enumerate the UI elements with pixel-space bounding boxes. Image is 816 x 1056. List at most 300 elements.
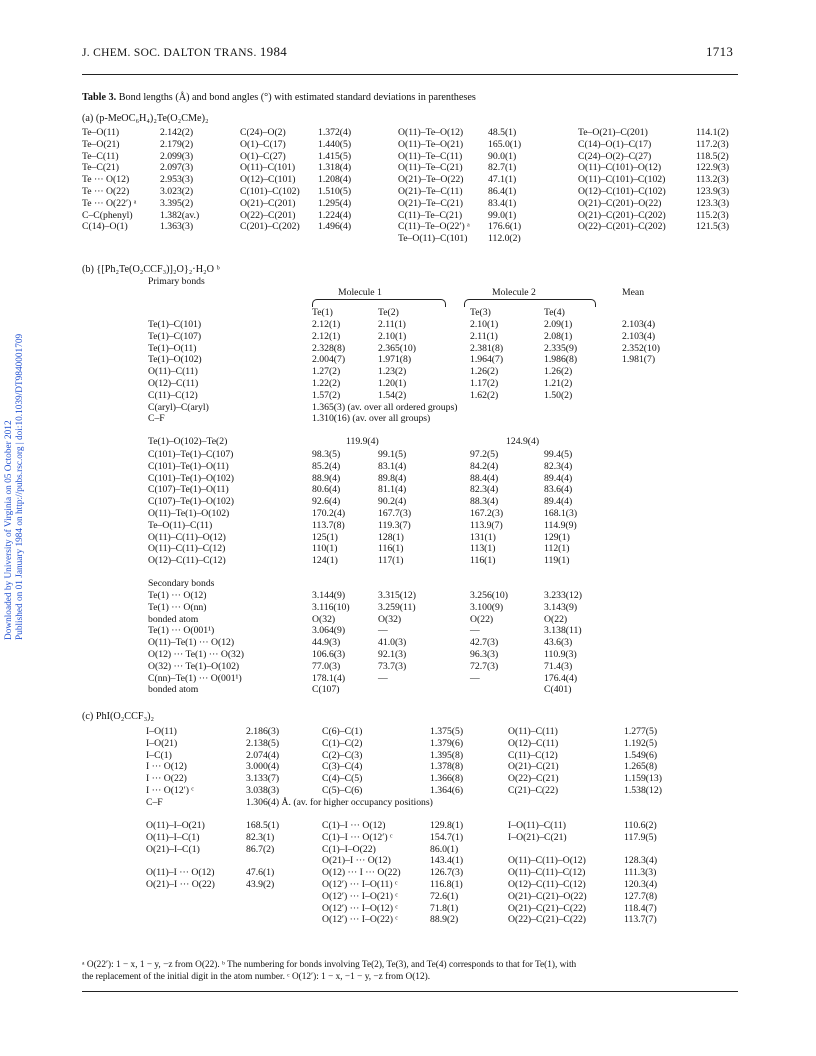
section-c-bond-value: 2.074(4): [246, 749, 280, 761]
section-a-angle-label: C(24)–O(2)–C(27): [578, 150, 652, 162]
section-c-bond-label: I ··· O(12′) ᶜ: [146, 785, 194, 796]
bond-angle-label: O(11)–Te(1)–O(102): [148, 508, 230, 519]
bond-angle-value: 129(1): [544, 531, 570, 543]
section-a-angle-value: 115.2(3): [696, 209, 729, 221]
section-c-bond-value: 1.538(12): [624, 785, 662, 796]
section-c-angle-label: O(21)–I ··· O(12): [322, 855, 391, 867]
section-a-angle-value: 82.7(1): [488, 162, 517, 174]
section-a-bond-label: O(11)–C(101): [240, 162, 296, 174]
section-a-angle-label: O(11)–Te–C(21): [398, 162, 463, 174]
section-a-bond-value: 1.382(av.): [160, 209, 200, 221]
bond-angle-value: 113.9(7): [470, 519, 503, 531]
section-c-angle-label: C(1)–I ··· O(12): [322, 820, 386, 831]
section-c-angle-value: 116.8(1): [430, 879, 463, 890]
section-c-angle-label: O(11)–C(11)–C(12): [508, 867, 586, 879]
section-c-angle-value: 71.8(1): [430, 902, 459, 914]
primary-bond-value: 1.50(2): [544, 389, 573, 401]
bond-angle-value: 113(1): [470, 543, 496, 555]
section-c-angle-label: O(11)–I–O(21): [146, 820, 205, 831]
section-a-angle-value: 118.5(2): [696, 150, 729, 162]
section-c-cf-value: 1.306(4) Å. (av. for higher occupancy positions): [246, 797, 433, 808]
bond-angle-value: 89.4(4): [544, 496, 573, 508]
section-a-bond-value: 2.142(2): [160, 127, 194, 138]
primary-bond-value: 2.10(1): [378, 330, 407, 342]
section-c-angle-value: 86.0(1): [430, 843, 459, 855]
bond-angle-value: 114.9(9): [544, 519, 577, 531]
section-c-bond-label: C(1)–C(2): [322, 737, 363, 749]
section-c-bond-value: 2.138(5): [246, 737, 280, 749]
secondary-bond-label: bonded atom: [148, 613, 199, 625]
section-c-bond-label: C(11)–C(12): [508, 749, 558, 761]
molecule-1-heading: Molecule 1: [338, 287, 382, 298]
section-a-angle-value: 48.5(1): [488, 127, 517, 138]
bond-angle-value: 119.3(7): [378, 519, 411, 531]
section-a-bond-label: C–C(phenyl): [82, 209, 133, 221]
section-a-angle-label: O(11)–Te–C(11): [398, 150, 463, 162]
section-a-angle-label: Te–O(11)–C(101): [398, 233, 468, 245]
section-c-angle-value: 129.8(1): [430, 820, 464, 831]
primary-bond-value: 2.352(10): [622, 342, 660, 354]
mean-heading: Mean: [622, 287, 645, 298]
section-a-bond-value: 1.372(4): [318, 127, 352, 138]
section-c-bond-label: I ··· O(12): [146, 761, 187, 773]
bond-angle-value: 117(1): [378, 555, 404, 567]
secondary-bond-label: bonded atom: [148, 684, 199, 696]
primary-bond-value: 1.21(2): [544, 378, 573, 389]
section-a-bond-value: 1.510(5): [318, 186, 352, 197]
journal-year: 1984: [259, 44, 288, 59]
secondary-bond-label: Te(1) ··· O(001¹): [148, 625, 215, 637]
section-a-angle-label: O(11)–C(101)–O(12): [578, 162, 662, 174]
bond-angle-label: Te–O(11)–C(11): [148, 519, 213, 531]
secondary-bond-value: 44.9(3): [312, 637, 341, 649]
bond-angle-value: 97.2(5): [470, 449, 499, 460]
primary-bond-value: 2.10(1): [470, 319, 499, 330]
aryl-bond-label: C(aryl)–C(aryl): [148, 401, 209, 413]
section-a-angle-label: O(12)–C(101)–C(102): [578, 186, 666, 197]
section-a-bond-label: O(12)–C(101): [240, 174, 296, 186]
secondary-bond-value: O(22): [470, 613, 494, 625]
primary-bond-value: 1.971(8): [378, 354, 412, 366]
aryl-bond-value: 1.365(3) (av. over all ordered groups): [312, 401, 458, 413]
section-a-angle-value: 123.9(3): [696, 186, 730, 197]
section-a-angle-label: O(11)–Te–O(12): [398, 127, 464, 138]
section-a-angle-label: C(14)–O(1)–C(17): [578, 138, 652, 150]
bond-angle-value: 167.2(3): [470, 508, 504, 519]
primary-bond-value: 1.26(2): [470, 366, 499, 378]
section-c-angle-label: O(12) ··· I ··· O(22): [322, 867, 401, 879]
section-c-angle-value: 117.9(5): [624, 831, 657, 843]
secondary-bond-value: 3.064(9): [312, 625, 346, 637]
bond-angle-value: 90.2(4): [378, 496, 407, 508]
primary-bond-value: 2.12(1): [312, 330, 341, 342]
section-c-angle-value: 128.3(4): [624, 855, 658, 867]
primary-bond-value: 2.103(4): [622, 319, 656, 330]
primary-bond-value: 2.335(9): [544, 342, 578, 354]
primary-bond-value: 2.365(10): [378, 342, 416, 354]
section-a-angle-value: 113.2(3): [696, 174, 729, 186]
section-c-cf-label: C–F: [146, 797, 163, 808]
section-c-angle-value: 143.4(1): [430, 855, 464, 867]
bond-angle-value: 170.2(4): [312, 508, 346, 519]
secondary-bond-value: 43.6(3): [544, 637, 573, 649]
footnote-line-1: ᵃ O(22′): 1 − x, 1 − y, −z from O(22). ᵇ The numbering for bonds involving Te(2), Te(3), and Te(4) corresponds to that for Te(1), with: [82, 960, 577, 970]
bond-angle-label: C(101)–Te(1)–O(11): [148, 460, 229, 472]
bond-angle-value: 128(1): [378, 531, 404, 543]
section-c-bond-value: 1.375(5): [430, 726, 464, 737]
section-c-bond-label: C(2)–C(3): [322, 749, 363, 761]
secondary-bond-value: O(22): [544, 613, 568, 625]
section-a-bond-label: Te–O(11): [82, 127, 120, 138]
section-c-angle-value: 111.3(3): [624, 867, 657, 879]
secondary-bond-value: 71.4(3): [544, 660, 573, 672]
secondary-bond-value: 110.9(3): [544, 649, 577, 660]
primary-bond-value: 2.11(1): [378, 319, 406, 330]
section-a-bond-value: 1.363(3): [160, 221, 194, 233]
primary-bond-value: 1.17(2): [470, 378, 499, 389]
primary-bond-value: 2.09(1): [544, 319, 573, 330]
section-c-bond-label: C(21)–C(22): [508, 785, 559, 796]
section-c-bond-value: 1.364(6): [430, 785, 464, 796]
journal-page: J. CHEM. SOC. DALTON TRANS. 1984 1713 Downloaded by University of Virginia on 05 October 2012 Published on 01 January 1984 on http://pubs.rsc.org | doi:10.1039/DT9840001709 Table 3. Bond lengths (Å) and bond angles (°) with estimated standard deviations in parentheses (a) (p-MeOC₆H₄)₂Te(O₂CMe)₂ Te–O(11) 2.142(2) C(24)–O(2) 1.372(4) O(11)–Te–O(12) 48.5(1) Te–O(21)–C(201) 114.1(2) Te–O(21) 2.179(2) O(1)–C(17) 1.440(5) O(11)–Te–O(21) 165.0(1) C(14)–O(1)–C(17) 117.2(3) Te–C(11) 2.099(3) O(1)–C(27) 1.415(5) O(11)–Te–C(11) 90.0(1) C(24)–O(2)–C(27) 118.5(2) Te–C(21) 2.097(3) O(11)–C(101) 1.318(4) O(11)–Te–C(21) 82.7(1) O(11)–C(101)–O(12) 122.9(3) Te ··· O(12) 2.953(3) O(12)–C(101) 1.208(4) O(21)–Te–O(22) 47.1(1) O(11)–C(101)–C(102) 113.2(3) Te ··· O(22) 3.023(2) C(101)–C(102) 1.510(5) O(21)–Te–C(11) 86.4(1) O(12)–C(101)–C(102) 123.9(3) Te ··· O(22′) ᵃ 3.395(2) O(21)–C(201) 1.295(4) O(21)–Te–C(21) 83.4(1) O(21)–C(201)–O(22) 123.3(3) C–C(phenyl) 1.382(av.) O(22)–C(201) 1.224(4) C(11)–Te–C(21) 99.0(1) O(21)–C(201)–C(202) 115.2(3) C(14)–O(1) 1.363(3) C(201)–C(202) 1.496(4) C(11)–Te–O(22′) ᵃ 176.6(1) O(22)–C(201)–C(202) 121.5(3) Te–O(11)–C(101) 112.0(2) (b) {[Ph₂Te(O₂CCF₃)]₂O}₂·H₂O ᵇ Primary bonds Molecule 1 Molecule 2 Mean Te(1) Te(2) Te(3) Te(4) Te(1)–C(101) 2.12(1) 2.11(1) 2.10(1) 2.09(1) 2.103(4) Te(1)–C(107) 2.12(1) 2.10(1) 2.11(1) 2.08(1) 2.103(4) Te(1)–O(11) 2.328(8) 2.365(10) 2.381(8) 2.335(9) 2.352(10) Te(1)–O(102) 2.004(7) 1.971(8) 1.964(7) 1.986(8) 1.981(7) O(11)–C(11) 1.27(2) 1.23(2) 1.26(2) 1.26(2) O(12)–C(11) 1.22(2) 1.20(1) 1.17(2) 1.21(2) C(11)–C(12) 1.57(2) 1.54(2) 1.62(2) 1.50(2) C(aryl)–C(aryl) 1.365(3) (av. over all ordered groups) C–F 1.310(16) (av. over all groups) Te(1)–O(102)–Te(2) 119.9(4) 124.9(4) C(101)–Te(1)–C(107) 98.3(5) 99.1(5) 97.2(5) 99.4(5) C(101)–Te(1)–O(11) 85.2(4) 83.1(4) 84.2(4) 82.3(4) C(101)–Te(1)–O(102) 88.9(4) 89.8(4) 88.4(4) 89.4(4) C(107)–Te(1)–O(11) 80.6(4) 81.1(4) 82.3(4) 83.6(4) C(107)–Te(1)–O(102) 92.6(4) 90.2(4) 88.3(4) 89.4(4) O(11)–Te(1)–O(102) 170.2(4) 167.7(3) 167.2(3) 168.1(3) Te–O(11)–C(11) 113.7(8) 119.3(7) 113.9(7) 114.9(9) O(11)–C(11)–O(12) 125(1) 128(1) 131(1) 129(1) O(11)–C(11)–C(12) 110(1) 116(1) 113(1) 112(1) O(12)–C(11)–C(12) 124(1) 117(1) 116(1) 119(1) Secondary bonds Te(1) ··· O(12) 3.144(9) 3.315(12) 3.256(10) 3.233(12) Te(1) ··· O(nn) 3.116(10) 3.259(11) 3.100(9) 3.143(9) bonded atom O(32) O(32) O(22) O(22) Te(1) ··· O(001¹) 3.064(9) — — 3.138(11) O(11)–Te(1) ··· O(12) 44.9(3) 41.0(3) 42.7(3) 43.6(3) O(12) ··· Te(1) ··· O(32) 106.6(3) 92.1(3) 96.3(3) 110.9(3) O(32) ··· Te(1)–O(102) 77.0(3) 73.7(3) 72.7(3) 71.4(3) C(nn)–Te(1) ··· O(001¹) 178.1(4) — — 176.4(4) bonded atom C(107) C(401) (c) PhI(O₂CCF₃)₂ I–O(11) 2.186(3) C(6)–C(1) 1.375(5) O(11)–C(11) 1.277(5) I–O(21) 2.138(5) C(1)–C(2) 1.379(6) O(12)–C(11) 1.192(5) I–C(1) 2.074(4) C(2)–C(3) 1.395(8) C(11)–C(12) 1.549(6) I ··· O(12) 3.000(4) C(3)–C(4) 1.378(8) O(21)–C(21) 1.265(8) I ··· O(22) 3.133(7) C(4)–C(5) 1.366(8) O(22)–C(21) 1.159(13) I ··· O(12′) ᶜ 3.038(3) C(5)–C(6) 1.364(6) C(21)–C(22) 1.538(12) C–F 1.306(4) Å. (av. for higher occupancy positions) O(11)–I–O(21) 168.5(1) O(11)–I–C(1) 82.3(1) O(21)–I–C(1) 86.7(2) O(11)–I ··· O(12) 47.6(1) O(21)–I ··· O(22) 43.9(2) C(1)–I ··· O(12) 129.8(1) C(1)–I ··· O(12′) ᶜ 154.7(1) C(1)–I–O(22) 86.0(1) O(21)–I ··· O(12) 143.4(1) O(12) ··· I ··· O(22) 126.7(3) O(12′) ··· I–O(11) ᶜ 116.8(1) O(12′) ··· I–O(21) ᶜ 72.6(1) O(12′) ··· I–O(12) ᶜ 71.8(1) O(12′) ··· I–O(22) ᶜ 88.9(2) I–O(11)–C(11) 110.6(2) I–O(21)–C(21) 117.9(5) O(11)–C(11)–O(12) 128.3(4) O(11)–C(11)–C(12) 111.3(3) O(12)–C(11)–C(12) 120.3(4) O(21)–C(21)–O(22) 127.7(8) O(21)–C(21)–C(22) 118.4(7) O(22)–C(21)–C(22) 113.7(7) ᵃ O(22′): 1 − x, 1 − y, −z from O(22). ᵇ The numbering for bonds involving Te(2), Te(3), and Te(4) corresponds to that for Te(1), with the replacement of the initial digit in the atom number. ᶜ O(12′): 1 − x, −1 − y, −z from O(12).: [0, 0, 816, 1056]
section-c-angle-label: O(12′) ··· I–O(12) ᶜ: [322, 902, 398, 914]
section-c-angle-label: O(11)–I–C(1): [146, 831, 200, 843]
section-c-angle-value: 82.3(1): [246, 831, 275, 843]
section-a-bond-value: 1.496(4): [318, 221, 352, 233]
section-a-bond-label: C(201)–C(202): [240, 221, 300, 233]
page-number: 1713: [706, 44, 734, 59]
section-c-angle-value: 43.9(2): [246, 879, 275, 890]
secondary-bond-value: 3.315(12): [378, 590, 416, 601]
section-a-bond-label: Te–C(21): [82, 162, 119, 174]
bond-angle-value: 85.2(4): [312, 460, 341, 472]
primary-bond-value: 2.381(8): [470, 342, 504, 354]
section-a-bond-value: 2.099(3): [160, 150, 194, 162]
section-c-bond-label: O(11)–C(11): [508, 726, 558, 737]
secondary-bond-value: 3.233(12): [544, 590, 582, 601]
bond-angle-value: 80.6(4): [312, 484, 341, 496]
primary-bond-value: 2.12(1): [312, 319, 341, 330]
section-c-angle-value: 127.7(8): [624, 890, 658, 902]
secondary-bond-value: C(401): [544, 684, 572, 696]
primary-bond-value: 2.11(1): [470, 330, 498, 342]
footnote-line-2: the replacement of the initial digit in the atom number. ᶜ O(12′): 1 − x, −1 − y, −z from O(12).: [82, 972, 431, 982]
primary-bond-value: 1.54(2): [378, 389, 407, 401]
section-c-bond-value: 1.378(8): [430, 761, 464, 773]
bridge-angle-label: Te(1)–O(102)–Te(2): [148, 436, 228, 447]
secondary-bond-value: O(32): [378, 613, 402, 625]
bond-angle-label: O(11)–C(11)–O(12): [148, 531, 226, 543]
bond-angle-value: 113.7(8): [312, 519, 345, 531]
section-c-angle-value: 118.4(7): [624, 902, 657, 914]
section-a-angle-value: 122.9(3): [696, 162, 730, 174]
primary-bond-label: Te(1)–C(101): [148, 319, 202, 330]
bond-angle-label: O(12)–C(11)–C(12): [148, 555, 226, 567]
bond-angle-label: C(107)–Te(1)–O(11): [148, 484, 229, 496]
section-a-angle-value: 123.3(3): [696, 197, 730, 209]
section-c-bond-label: O(21)–C(21): [508, 761, 559, 773]
bond-angle-value: 116(1): [378, 543, 404, 555]
secondary-bond-label: O(32) ··· Te(1)–O(102): [148, 660, 240, 672]
section-b-title: (b) {[Ph₂Te(O₂CCF₃)]₂O}₂·H₂O ᵇ: [82, 264, 220, 275]
section-a-angle-value: 86.4(1): [488, 186, 517, 197]
section-a-bond-value: 3.395(2): [160, 197, 194, 209]
primary-bond-value: 1.23(2): [378, 366, 407, 378]
section-a-angle-value: 176.6(1): [488, 221, 522, 233]
section-c-angle-label: O(11)–C(11)–O(12): [508, 855, 586, 867]
bond-angle-value: 89.8(4): [378, 472, 407, 484]
primary-bond-value: 1.964(7): [470, 354, 504, 366]
section-a-angle-value: 90.0(1): [488, 150, 517, 162]
section-c-bond-label: I ··· O(22): [146, 773, 187, 785]
section-c-bond-label: I–O(21): [146, 737, 178, 749]
secondary-bond-label: Te(1) ··· O(12): [148, 590, 207, 601]
table-label: Table 3.: [82, 92, 117, 103]
section-a-bond-value: 3.023(2): [160, 186, 194, 197]
section-c-bond-label: C(6)–C(1): [322, 726, 363, 737]
primary-bond-value: 2.08(1): [544, 330, 573, 342]
section-a-angle-value: 47.1(1): [488, 174, 517, 186]
secondary-bond-value: 73.7(3): [378, 660, 407, 672]
section-a-angle-value: 83.4(1): [488, 197, 517, 209]
secondary-bond-value: —: [470, 672, 480, 684]
section-a-bond-label: O(1)–C(27): [240, 150, 286, 162]
bond-angle-value: 83.1(4): [378, 460, 407, 472]
section-c-angle-value: 113.7(7): [624, 914, 657, 926]
bond-angle-label: C(101)–Te(1)–C(107): [148, 449, 234, 460]
bond-angle-label: O(11)–C(11)–C(12): [148, 543, 226, 555]
primary-bond-value: 1.986(8): [544, 354, 578, 366]
running-header: [82, 44, 287, 60]
section-a-bond-label: Te ··· O(12): [82, 174, 130, 186]
secondary-bond-value: 106.6(3): [312, 649, 346, 660]
section-c-angle-value: 120.3(4): [624, 879, 658, 890]
section-a-angle-label: O(11)–Te–O(21): [398, 138, 464, 150]
secondary-bond-value: 77.0(3): [312, 660, 341, 672]
bond-angle-value: 131(1): [470, 531, 496, 543]
bond-angle-value: 99.4(5): [544, 449, 573, 460]
bond-angle-label: C(107)–Te(1)–O(102): [148, 496, 234, 508]
section-c-bond-value: 1.277(5): [624, 726, 658, 737]
bond-angle-value: 81.1(4): [378, 484, 407, 496]
section-a-bond-label: Te ··· O(22′) ᵃ: [82, 197, 137, 209]
section-c-angle-value: 168.5(1): [246, 820, 280, 831]
bond-angle-label: C(101)–Te(1)–O(102): [148, 472, 234, 484]
section-c-bond-value: 3.133(7): [246, 773, 280, 785]
primary-bond-value: 1.57(2): [312, 389, 341, 401]
section-c-bond-value: 1.549(6): [624, 749, 658, 761]
section-c-bond-value: 1.192(5): [624, 737, 658, 749]
primary-bond-value: 1.20(1): [378, 378, 407, 389]
primary-bond-value: 1.22(2): [312, 378, 341, 389]
bond-angle-value: 116(1): [470, 555, 496, 567]
section-a-angle-value: 99.0(1): [488, 209, 517, 221]
primary-bond-value: 1.62(2): [470, 389, 499, 401]
section-a-bond-label: O(22)–C(201): [240, 209, 296, 221]
section-a-angle-label: O(11)–C(101)–C(102): [578, 174, 666, 186]
section-c-bond-label: C(5)–C(6): [322, 785, 363, 796]
tellurium-column-3: Te(3): [470, 307, 491, 318]
section-c-angle-label: O(21)–I–C(1): [146, 843, 200, 855]
table-caption-text: Bond lengths (Å) and bond angles (°) with estimated standard deviations in parentheses: [118, 92, 476, 103]
primary-bond-value: 2.103(4): [622, 330, 656, 342]
section-a-angle-value: 114.1(2): [696, 127, 729, 138]
section-a-bond-label: C(101)–C(102): [240, 186, 300, 197]
section-a-bond-label: Te–C(11): [82, 150, 119, 162]
primary-bond-label: Te(1)–O(11): [148, 342, 197, 354]
section-c-angle-label: O(12)–C(11)–C(12): [508, 879, 586, 890]
secondary-bond-value: 3.256(10): [470, 590, 508, 601]
secondary-bond-value: 3.100(9): [470, 601, 504, 613]
section-c-bond-value: 1.379(6): [430, 737, 464, 749]
primary-bond-label: Te(1)–C(107): [148, 330, 202, 342]
bond-angle-value: 92.6(4): [312, 496, 341, 508]
section-a-angle-label: Te–O(21)–C(201): [578, 127, 648, 138]
primary-bond-label: C(11)–C(12): [148, 389, 198, 401]
section-c-angle-label: O(21)–C(21)–C(22): [508, 902, 587, 914]
section-a-angle-label: O(22)–C(201)–C(202): [578, 221, 666, 233]
secondary-bonds-label: Secondary bonds: [148, 578, 215, 589]
bond-angle-value: 110(1): [312, 543, 338, 555]
section-c-bond-value: 3.000(4): [246, 761, 280, 773]
section-c-bond-label: O(12)–C(11): [508, 737, 559, 749]
section-c-bond-value: 1.395(8): [430, 749, 464, 761]
section-a-title: (a) (p-MeOC₆H₄)₂Te(O₂CMe)₂: [82, 113, 209, 124]
section-a-bond-value: 1.208(4): [318, 174, 352, 186]
section-c-angle-label: C(1)–I–O(22): [322, 843, 376, 855]
bond-angle-value: 82.3(4): [544, 460, 573, 472]
section-a-bond-label: C(14)–O(1): [82, 221, 128, 233]
bond-angle-value: 167.7(3): [378, 508, 412, 519]
section-a-bond-label: C(24)–O(2): [240, 127, 286, 138]
table-caption: [82, 92, 476, 103]
secondary-bond-value: —: [470, 625, 480, 637]
section-a-bond-label: O(1)–C(17): [240, 138, 286, 150]
primary-bond-value: 2.004(7): [312, 354, 346, 366]
section-c-bond-label: O(22)–C(21): [508, 773, 559, 785]
secondary-bond-value: 96.3(3): [470, 649, 499, 660]
section-c-angle-value: 72.6(1): [430, 890, 459, 902]
section-c-angle-label: C(1)–I ··· O(12′) ᶜ: [322, 831, 393, 843]
section-c-title: (c) PhI(O₂CCF₃)₂: [82, 711, 155, 722]
section-a-angle-value: 121.5(3): [696, 221, 730, 233]
section-a-angle-label: O(21)–C(201)–C(202): [578, 209, 666, 221]
section-a-angle-label: O(21)–Te–O(22): [398, 174, 464, 186]
section-c-angle-value: 88.9(2): [430, 914, 459, 926]
section-c-bond-value: 1.159(13): [624, 773, 662, 785]
secondary-bond-value: O(32): [312, 613, 336, 625]
bond-angle-value: 168.1(3): [544, 508, 578, 519]
molecule-2-brace: [464, 299, 596, 307]
molecule-2-heading: Molecule 2: [492, 287, 536, 298]
section-c-angle-value: 86.7(2): [246, 843, 275, 855]
tellurium-column-1: Te(1): [312, 307, 333, 318]
bond-angle-value: 83.6(4): [544, 484, 573, 496]
bridge-angle-molecule-2: 124.9(4): [506, 436, 540, 447]
cf-bond-value: 1.310(16) (av. over all groups): [312, 413, 431, 425]
section-a-bond-label: Te–O(21): [82, 138, 120, 150]
bond-angle-value: 82.3(4): [470, 484, 499, 496]
secondary-bond-value: C(107): [312, 684, 340, 696]
section-a-bond-value: 2.953(3): [160, 174, 194, 186]
secondary-bond-value: 3.144(9): [312, 590, 346, 601]
section-c-bond-label: C(4)–C(5): [322, 773, 363, 785]
journal-name: J. CHEM. SOC. DALTON TRANS.: [82, 47, 257, 59]
molecule-1-brace: [312, 299, 446, 307]
section-a-bond-value: 1.295(4): [318, 197, 352, 209]
bond-angle-value: 84.2(4): [470, 460, 499, 472]
secondary-bond-value: 3.143(9): [544, 601, 578, 613]
secondary-bond-value: —: [378, 672, 388, 684]
secondary-bond-value: 176.4(4): [544, 672, 578, 684]
section-c-angle-value: 47.6(1): [246, 867, 275, 879]
secondary-bond-value: 3.259(11): [378, 601, 416, 613]
secondary-bond-value: 72.7(3): [470, 660, 499, 672]
secondary-bond-label: Te(1) ··· O(nn): [148, 601, 207, 613]
section-c-bond-label: I–C(1): [146, 749, 172, 761]
bridge-angle-molecule-1: 119.9(4): [346, 436, 379, 447]
section-a-bond-value: 1.440(5): [318, 138, 352, 150]
section-a-angle-label: C(11)–Te–O(22′) ᵃ: [398, 221, 470, 233]
primary-bond-label: O(11)–C(11): [148, 366, 198, 378]
secondary-bond-value: —: [378, 625, 388, 637]
primary-bonds-label: Primary bonds: [148, 276, 205, 287]
section-c-angle-value: 154.7(1): [430, 831, 464, 843]
secondary-bond-label: O(11)–Te(1) ··· O(12): [148, 637, 235, 649]
footer-rule: [82, 991, 738, 992]
section-a-bond-value: 1.318(4): [318, 162, 352, 174]
tellurium-column-4: Te(4): [544, 307, 565, 318]
primary-bond-value: 1.26(2): [544, 366, 573, 378]
section-a-bond-value: 2.179(2): [160, 138, 194, 150]
section-c-bond-label: C(3)–C(4): [322, 761, 363, 773]
bond-angle-value: 119(1): [544, 555, 570, 567]
section-c-angle-label: I–O(21)–C(21): [508, 831, 567, 843]
bond-angle-value: 99.1(5): [378, 449, 407, 460]
bond-angle-value: 88.4(4): [470, 472, 499, 484]
section-c-angle-value: 110.6(2): [624, 820, 657, 831]
section-a-angle-label: O(21)–Te–C(11): [398, 186, 463, 197]
secondary-bond-label: C(nn)–Te(1) ··· O(001¹): [148, 672, 242, 684]
secondary-bond-value: 3.138(11): [544, 625, 582, 637]
section-c-angle-value: 126.7(3): [430, 867, 464, 879]
section-a-angle-label: O(21)–Te–C(21): [398, 197, 463, 209]
primary-bond-value: 2.328(8): [312, 342, 346, 354]
bond-angle-value: 88.9(4): [312, 472, 341, 484]
tellurium-column-2: Te(2): [378, 307, 399, 318]
section-c-bond-label: I–O(11): [146, 726, 177, 737]
section-c-bond-value: 2.186(3): [246, 726, 280, 737]
primary-bond-label: O(12)–C(11): [148, 378, 199, 389]
section-a-bond-value: 1.224(4): [318, 209, 352, 221]
secondary-bond-value: 92.1(3): [378, 649, 407, 660]
bond-angle-value: 89.4(4): [544, 472, 573, 484]
primary-bond-label: Te(1)–O(102): [148, 354, 202, 366]
section-c-angle-label: O(21)–C(21)–O(22): [508, 890, 587, 902]
primary-bond-value: 1.27(2): [312, 366, 341, 378]
section-c-angle-label: O(12′) ··· I–O(11) ᶜ: [322, 879, 398, 890]
section-a-angle-value: 112.0(2): [488, 233, 521, 245]
header-rule: [82, 74, 738, 75]
section-c-bond-value: 3.038(3): [246, 785, 280, 796]
bond-angle-value: 112(1): [544, 543, 570, 555]
section-a-bond-value: 2.097(3): [160, 162, 194, 174]
secondary-bond-value: 41.0(3): [378, 637, 407, 649]
secondary-bond-value: 42.7(3): [470, 637, 499, 649]
section-c-angle-label: O(21)–I ··· O(22): [146, 879, 215, 890]
section-c-bond-value: 1.265(8): [624, 761, 658, 773]
secondary-bond-value: 178.1(4): [312, 672, 346, 684]
